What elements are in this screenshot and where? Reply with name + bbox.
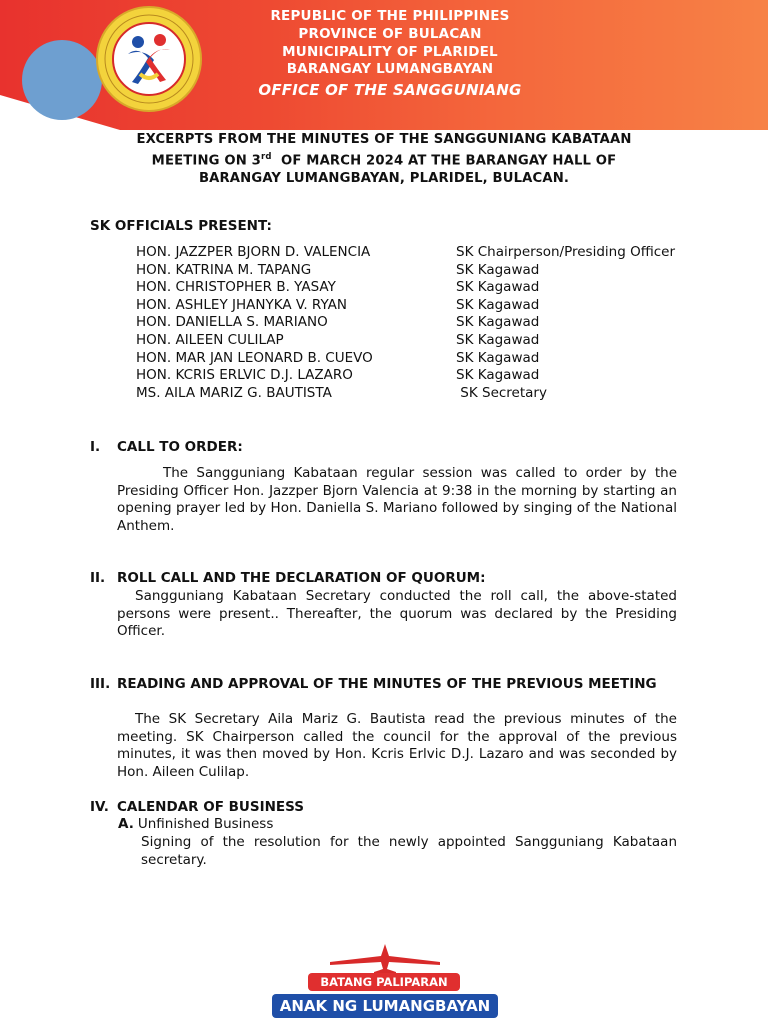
section-title: ROLL CALL AND THE DECLARATION OF QUORUM: <box>117 570 486 586</box>
official-role: SK Kagawad <box>456 314 540 331</box>
section-number: II. <box>90 570 106 586</box>
sk-figures-icon <box>114 24 184 94</box>
section-number: IV. <box>90 799 109 815</box>
official-row <box>136 367 675 385</box>
subsection-title: Unfinished Business <box>137 816 274 832</box>
section-number: III. <box>90 676 111 692</box>
section-body-minutes-approval: The SK Secretary Aila Mariz G. Bautista read the previous minutes of the meeting. SK Chairperson called the council for the approval of the previous minutes, it was then moved by Hon. Kcris Erlvic D.J. Lazaro and was seconded by Hon. Aileen Culilap. <box>117 711 677 780</box>
section-body-roll-call: Sangguniang Kabataan Secretary conducted the roll call, the above-stated persons were present.. Thereafter, the quorum was declared by the Presiding Officer. <box>117 588 677 640</box>
official-row <box>136 332 675 350</box>
officials-label: SK OFFICIALS PRESENT: <box>90 218 272 234</box>
footer-banner-anak-ng-lumangbayan: ANAK NG LUMANGBAYAN <box>272 994 498 1018</box>
header-text-block <box>240 8 540 100</box>
official-role: SK Kagawad <box>456 367 540 384</box>
official-row <box>136 385 675 403</box>
header-line-province: PROVINCE OF BULACAN <box>298 25 482 42</box>
airplane-icon <box>272 942 498 974</box>
official-name: HON. DANIELLA S. MARIANO <box>136 314 328 331</box>
document-title <box>90 131 678 187</box>
official-role: SK Chairperson/Presiding Officer <box>456 244 676 260</box>
official-name: HON. AILEEN CULILAP <box>136 331 284 348</box>
officials-list <box>136 244 675 402</box>
footer-banner-batang-paliparan: BATANG PALIPARAN <box>308 973 460 991</box>
official-name: MS. AILA MARIZ G. BAUTISTA <box>136 384 332 401</box>
title-line-2-sup: rd <box>260 151 272 162</box>
official-row <box>136 314 675 332</box>
official-name: HON. MAR JAN LEONARD B. CUEVO <box>136 349 373 366</box>
footer-logo <box>272 942 498 1018</box>
section-heading-minutes-approval <box>90 676 680 694</box>
subsection-unfinished-business <box>118 816 273 832</box>
header-band <box>0 0 768 130</box>
section-heading-calendar-of-business <box>90 799 680 817</box>
official-name: HON. ASHLEY JHANYKA V. RYAN <box>136 296 347 313</box>
header-line-republic: REPUBLIC OF THE PHILIPPINES <box>270 8 510 24</box>
official-row <box>136 244 675 262</box>
sk-seal-logo <box>96 6 202 112</box>
section-title: READING AND APPROVAL OF THE MINUTES OF THE PREVIOUS MEETING <box>117 676 657 692</box>
official-row <box>136 262 675 280</box>
header-line-municipality: MUNICIPALITY OF PLARIDEL <box>282 43 498 60</box>
official-row <box>136 350 675 368</box>
official-role: SK Kagawad <box>456 296 540 313</box>
section-title: CALL TO ORDER: <box>117 439 243 455</box>
title-line-3: BARANGAY LUMANGBAYAN, PLARIDEL, BULACAN. <box>198 170 570 186</box>
official-role: SK Kagawad <box>456 349 540 366</box>
section-heading-roll-call <box>90 570 680 588</box>
title-line-2-post: OF MARCH 2024 AT THE BARANGAY HALL OF <box>271 152 617 168</box>
subsection-letter: A. <box>118 816 134 832</box>
official-role: SK Secretary <box>456 384 547 401</box>
title-line-2-pre: MEETING ON 3 <box>151 152 261 168</box>
official-name: HON. KCRIS ERLVIC D.J. LAZARO <box>136 367 353 384</box>
official-name: HON. JAZZPER BJORN D. VALENCIA <box>136 244 371 260</box>
title-line-1: EXCERPTS FROM THE MINUTES OF THE SANGGUNIANG KABATAAN <box>136 132 632 147</box>
official-row <box>136 297 675 315</box>
header-office: OFFICE OF THE SANGGUNIANG <box>258 81 522 100</box>
subsection-body: Signing of the resolution for the newly appointed Sangguniang Kabataan secretary. <box>141 834 677 868</box>
official-row <box>136 279 675 297</box>
official-role: SK Kagawad <box>456 331 540 348</box>
blue-circle-decoration <box>22 40 102 120</box>
section-body-call-to-order: The Sangguniang Kabataan regular session was called to order by the Presiding Officer Hon. Jazzper Bjorn Valencia at 9:38 in the morning by starting an opening prayer led by Hon. Daniella S. Mariano followed by singing of the National Anthem. <box>117 465 677 534</box>
official-role: SK Kagawad <box>456 261 540 278</box>
official-name: HON. CHRISTOPHER B. YASAY <box>136 279 336 296</box>
header-line-barangay: BARANGAY LUMANGBAYAN <box>286 61 494 78</box>
seal-center <box>112 22 186 96</box>
official-role: SK Kagawad <box>456 279 540 296</box>
section-heading-call-to-order <box>90 439 680 457</box>
official-name: HON. KATRINA M. TAPANG <box>136 261 312 278</box>
title-line-2 <box>90 149 678 170</box>
section-title: CALENDAR OF BUSINESS <box>117 799 304 815</box>
section-number: I. <box>90 439 101 455</box>
